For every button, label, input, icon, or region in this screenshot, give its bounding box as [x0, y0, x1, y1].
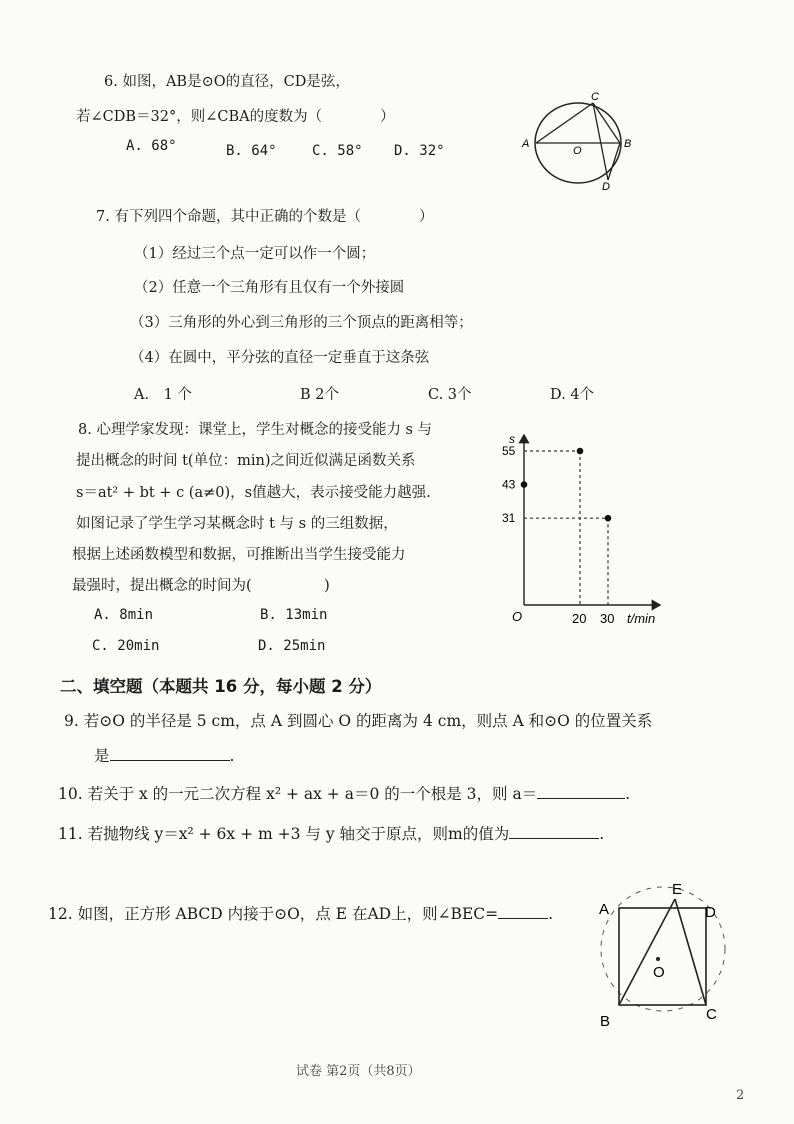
q12-square-circle-figure [592, 874, 732, 1034]
page-corner-mark: 2 [736, 1088, 745, 1103]
q7-stem: 7. 有下列四个命题，其中正确的个数是（ ） [96, 209, 434, 225]
q7-option-b: B 2个 [300, 387, 339, 403]
q8-line-6: 最强时，提出概念的时间为( ) [72, 578, 330, 594]
chart-y-tick-label: 31 [502, 511, 516, 526]
q12-label-b: B [600, 1013, 611, 1030]
q12-label-e: E [672, 881, 683, 898]
q11-suffix: . [599, 825, 605, 843]
q9-line2 [94, 744, 234, 766]
q11-answer-blank[interactable] [509, 824, 599, 839]
q8-option-d: D. 25min [258, 638, 326, 654]
chart-x-label: t/min [627, 611, 656, 626]
q12-line [48, 902, 553, 924]
q6-option-a: A. 68° [126, 138, 177, 154]
q10-answer-blank[interactable] [537, 784, 625, 799]
q6-label-d: D [602, 181, 610, 193]
q7-item-1: （1）经过三个点一定可以作一个圆； [134, 246, 376, 262]
q6-label-a: A [522, 138, 530, 150]
q8-line-5: 根据上述函数模型和数据，可推断出当学生接受能力 [72, 547, 406, 563]
q11-line [58, 822, 604, 844]
q12-suffix: . [548, 905, 554, 923]
q11-prefix: 11. 若抛物线 y＝x² + 6x + m +3 与 y 轴交于原点，则m的值为 [58, 825, 510, 843]
chart-y-label: s [509, 432, 515, 446]
q9-line2-suffix: . [229, 747, 235, 765]
q9-line1: 9. 若⊙O 的半径是 5 cm，点 A 到圆心 O 的距离为 4 cm，则点 A 和⊙O 的位置关系 [64, 712, 653, 730]
chart-point [605, 515, 612, 522]
chart-x-tick-label: 20 [572, 611, 587, 626]
q7-option-a: A. 1 个 [134, 387, 192, 403]
q8-chart [500, 425, 680, 630]
q6-label-b: B [624, 138, 632, 150]
q10-prefix: 10. 若关于 x 的一元二次方程 x² + ax + a＝0 的一个根是 3，则 a＝ [58, 785, 538, 803]
q6-option-c: C. 58° [312, 143, 363, 159]
chart-y-tick-label: 43 [502, 477, 516, 492]
q8-line-1: 8. 心理学家发现：课堂上，学生对概念的接受能力 s 与 [78, 422, 433, 438]
q9-line2-prefix: 是 [94, 747, 110, 765]
q9-answer-blank[interactable] [110, 746, 230, 761]
q12-label-o: O [653, 964, 665, 981]
q8-line-4: 如图记录了学生学习某概念时 t 与 s 的三组数据， [76, 516, 398, 532]
q7-item-2: （2）任意一个三角形有且仅有一个外接圆 [134, 280, 405, 296]
q8-option-a: A. 8min [94, 607, 154, 623]
section-2-title: 二、填空题（本题共 16 分，每小题 2 分） [60, 677, 382, 696]
q6-option-b: B. 64° [226, 143, 277, 159]
q10-suffix: . [625, 785, 631, 803]
q8-line-3: s＝at² + bt + c (a≠0)，s值越大，表示接受能力越强. [76, 485, 431, 501]
q7-option-d: D. 4个 [550, 387, 595, 403]
q6-line2: 若∠CDB＝32°，则∠CBA的度数为（ ） [76, 109, 395, 125]
q12-label-a: A [599, 901, 610, 918]
q10-line [58, 782, 630, 804]
q8-option-c: C. 20min [92, 638, 160, 654]
q8-line-2: 提出概念的时间 t(单位：min)之间近似满足函数关系 [76, 453, 416, 469]
q12-label-c: C [706, 1006, 717, 1023]
q6-label-c: C [591, 91, 599, 103]
q7-item-3: （3）三角形的外心到三角形的三个顶点的距离相等； [130, 315, 473, 331]
q12-label-d: D [705, 904, 716, 921]
chart-x-tick-label: 30 [600, 611, 615, 626]
page-number: 试卷 第2页（共8页） [296, 1064, 421, 1079]
chart-origin-label: O [512, 609, 523, 624]
q7-item-4: （4）在圆中，平分弦的直径一定垂直于这条弦 [130, 350, 430, 366]
chart-point [577, 448, 584, 455]
q6-line1: 6. 如图，AB是⊙O的直径，CD是弦， [104, 74, 350, 90]
chart-point [521, 481, 528, 488]
q8-option-b: B. 13min [260, 607, 328, 623]
q6-circle-figure [520, 88, 640, 193]
q6-option-d: D. 32° [394, 143, 445, 159]
chart-y-tick-label: 55 [502, 444, 516, 458]
q7-option-c: C. 3个 [428, 387, 472, 403]
q12-answer-blank[interactable] [498, 904, 548, 919]
q12-prefix: 12. 如图，正方形 ABCD 内接于⊙O，点 E 在AD上，则∠BEC= [48, 905, 499, 923]
q6-label-o: O [573, 145, 582, 157]
